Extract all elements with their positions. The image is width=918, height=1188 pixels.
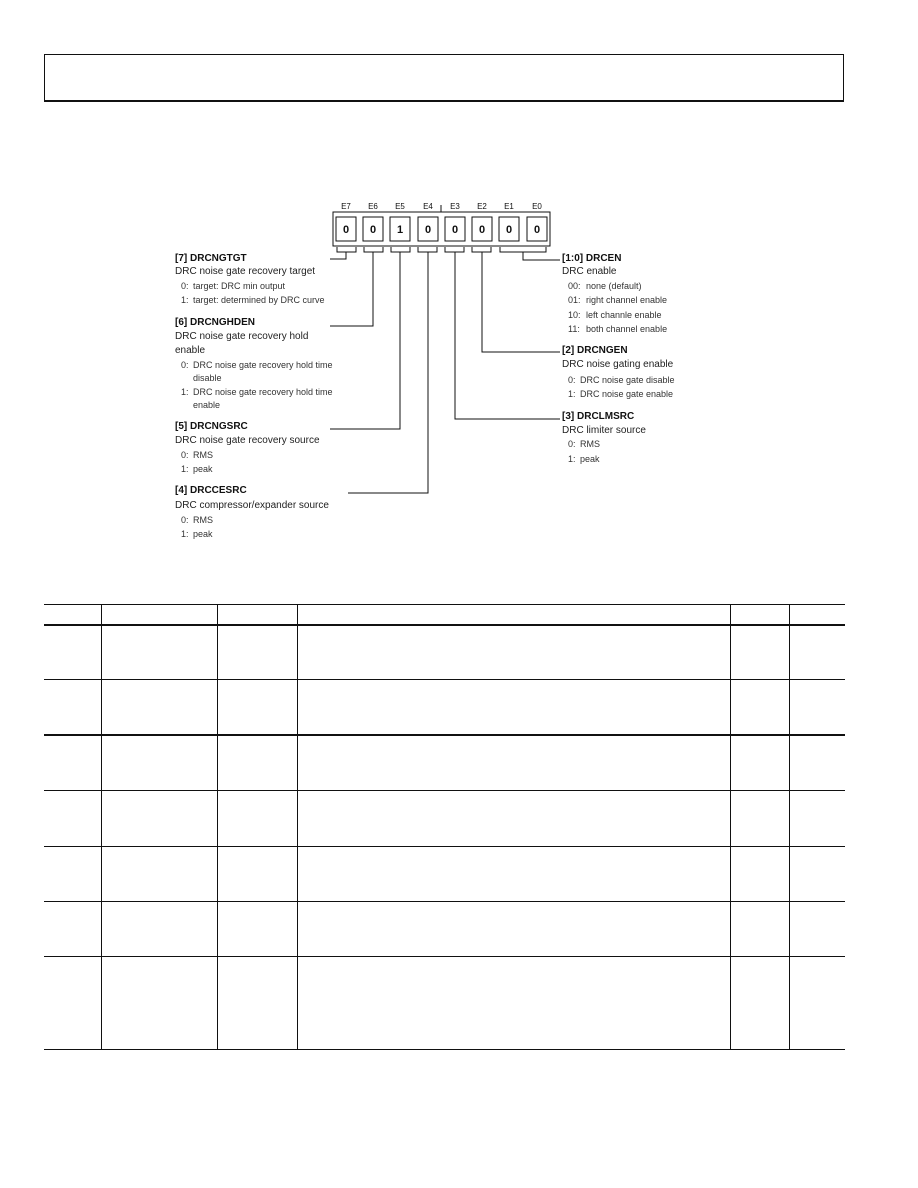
option-key: 00: xyxy=(568,281,581,291)
option-key: 1: xyxy=(181,529,189,539)
bit-value-e3: 0 xyxy=(451,224,459,236)
table-header-cell xyxy=(44,605,101,625)
table-header-cell xyxy=(730,605,789,625)
field-description: DRC noise gating enable xyxy=(562,359,674,370)
table-header-cell xyxy=(217,605,297,625)
table-row xyxy=(44,625,845,680)
table-row xyxy=(44,791,845,846)
bit-label-e4: E4 xyxy=(423,202,433,211)
option-key: 0: xyxy=(568,439,576,449)
field-drccesrc xyxy=(175,485,329,539)
bit-value-e5: 1 xyxy=(396,224,404,236)
field-drcngen xyxy=(562,345,675,399)
leader-drccesrc xyxy=(348,252,428,493)
option-text: target: DRC min output xyxy=(193,281,286,291)
field-description: DRC limiter source xyxy=(562,425,646,436)
bit-label-e5: E5 xyxy=(395,202,405,211)
field-drcngtgt xyxy=(175,253,325,305)
option-key: 1: xyxy=(568,454,576,464)
option-text: DRC noise gate recovery hold time xyxy=(193,387,333,397)
option-text: DRC noise gate enable xyxy=(580,389,674,399)
option-text: target: determined by DRC curve xyxy=(193,295,325,305)
option-key: 01: xyxy=(568,295,581,305)
option-text: peak xyxy=(193,464,213,474)
option-text: peak xyxy=(580,454,600,464)
table-row xyxy=(44,846,845,901)
option-key: 11: xyxy=(568,324,580,334)
leader-drclmsrc xyxy=(455,252,560,419)
leader-drcnghden xyxy=(330,252,373,326)
option-key: 0: xyxy=(181,515,189,525)
bit-label-e3: E3 xyxy=(450,202,460,211)
option-key: 1: xyxy=(181,295,189,305)
table-row xyxy=(44,680,845,735)
bit-value-e2: 0 xyxy=(478,224,486,236)
option-key: 0: xyxy=(181,281,189,291)
option-text: DRC noise gate recovery hold time xyxy=(193,360,333,370)
option-key: 1: xyxy=(568,389,576,399)
field-name: [6] DRCNGHDEN xyxy=(175,317,255,328)
leader-drcngtgt xyxy=(330,252,346,259)
option-key: 1: xyxy=(181,464,189,474)
field-name: [3] DRCLMSRC xyxy=(562,411,635,422)
bit-label-e1: E1 xyxy=(504,202,514,211)
register-table xyxy=(44,604,845,1050)
bit-value-e1: 0 xyxy=(505,224,513,236)
option-text: peak xyxy=(193,529,213,539)
bit-label-e2: E2 xyxy=(477,202,487,211)
option-text: right channel enable xyxy=(586,295,668,305)
bit-value-e7: 0 xyxy=(342,224,350,236)
option-text: both channel enable xyxy=(586,324,668,334)
field-description: DRC noise gate recovery source xyxy=(175,435,320,446)
field-name: [2] DRCNGEN xyxy=(562,345,628,356)
option-key: 10: xyxy=(568,310,581,320)
table-header-cell xyxy=(297,605,730,625)
field-drcnghden xyxy=(175,317,333,410)
option-text: RMS xyxy=(580,439,600,449)
field-name: [5] DRCNGSRC xyxy=(175,421,248,432)
option-text: DRC noise gate disable xyxy=(580,375,675,385)
field-drcngsrc xyxy=(175,421,320,474)
option-text: left channle enable xyxy=(586,310,662,320)
leader-drcngen xyxy=(482,252,560,352)
bit-value-e6: 0 xyxy=(369,224,377,236)
table-row xyxy=(44,735,845,790)
field-name: [4] DRCCESRC xyxy=(175,485,247,496)
option-text: none (default) xyxy=(586,281,642,291)
table-row xyxy=(44,901,845,956)
field-drcen xyxy=(562,253,667,334)
option-text: disable xyxy=(193,373,222,383)
field-description: DRC noise gate recovery target xyxy=(175,266,316,277)
field-drclmsrc xyxy=(562,411,646,464)
bit-label-e0: E0 xyxy=(532,202,542,211)
field-description: enable xyxy=(175,345,206,356)
table-header-row xyxy=(44,605,845,625)
field-description: DRC enable xyxy=(562,266,617,277)
table-header-cell xyxy=(789,605,845,625)
leader-drcen xyxy=(523,252,560,260)
option-key: 1: xyxy=(181,387,189,397)
bit-value-e4: 0 xyxy=(424,224,432,236)
leader-drcngsrc xyxy=(330,252,400,429)
bit-label-e7: E7 xyxy=(341,202,351,211)
field-name: [1:0] DRCEN xyxy=(562,253,622,264)
option-text: enable xyxy=(193,400,221,410)
option-key: 0: xyxy=(181,360,189,370)
table-header-cell xyxy=(101,605,217,625)
field-name: [7] DRCNGTGT xyxy=(175,253,247,264)
bit-label-e6: E6 xyxy=(368,202,378,211)
table-row xyxy=(44,957,845,1050)
field-description: DRC compressor/expander source xyxy=(175,500,329,511)
option-text: RMS xyxy=(193,450,213,460)
field-description: DRC noise gate recovery hold xyxy=(175,331,309,342)
option-text: RMS xyxy=(193,515,213,525)
bit-value-e0: 0 xyxy=(533,224,541,236)
option-key: 0: xyxy=(181,450,189,460)
option-key: 0: xyxy=(568,375,576,385)
